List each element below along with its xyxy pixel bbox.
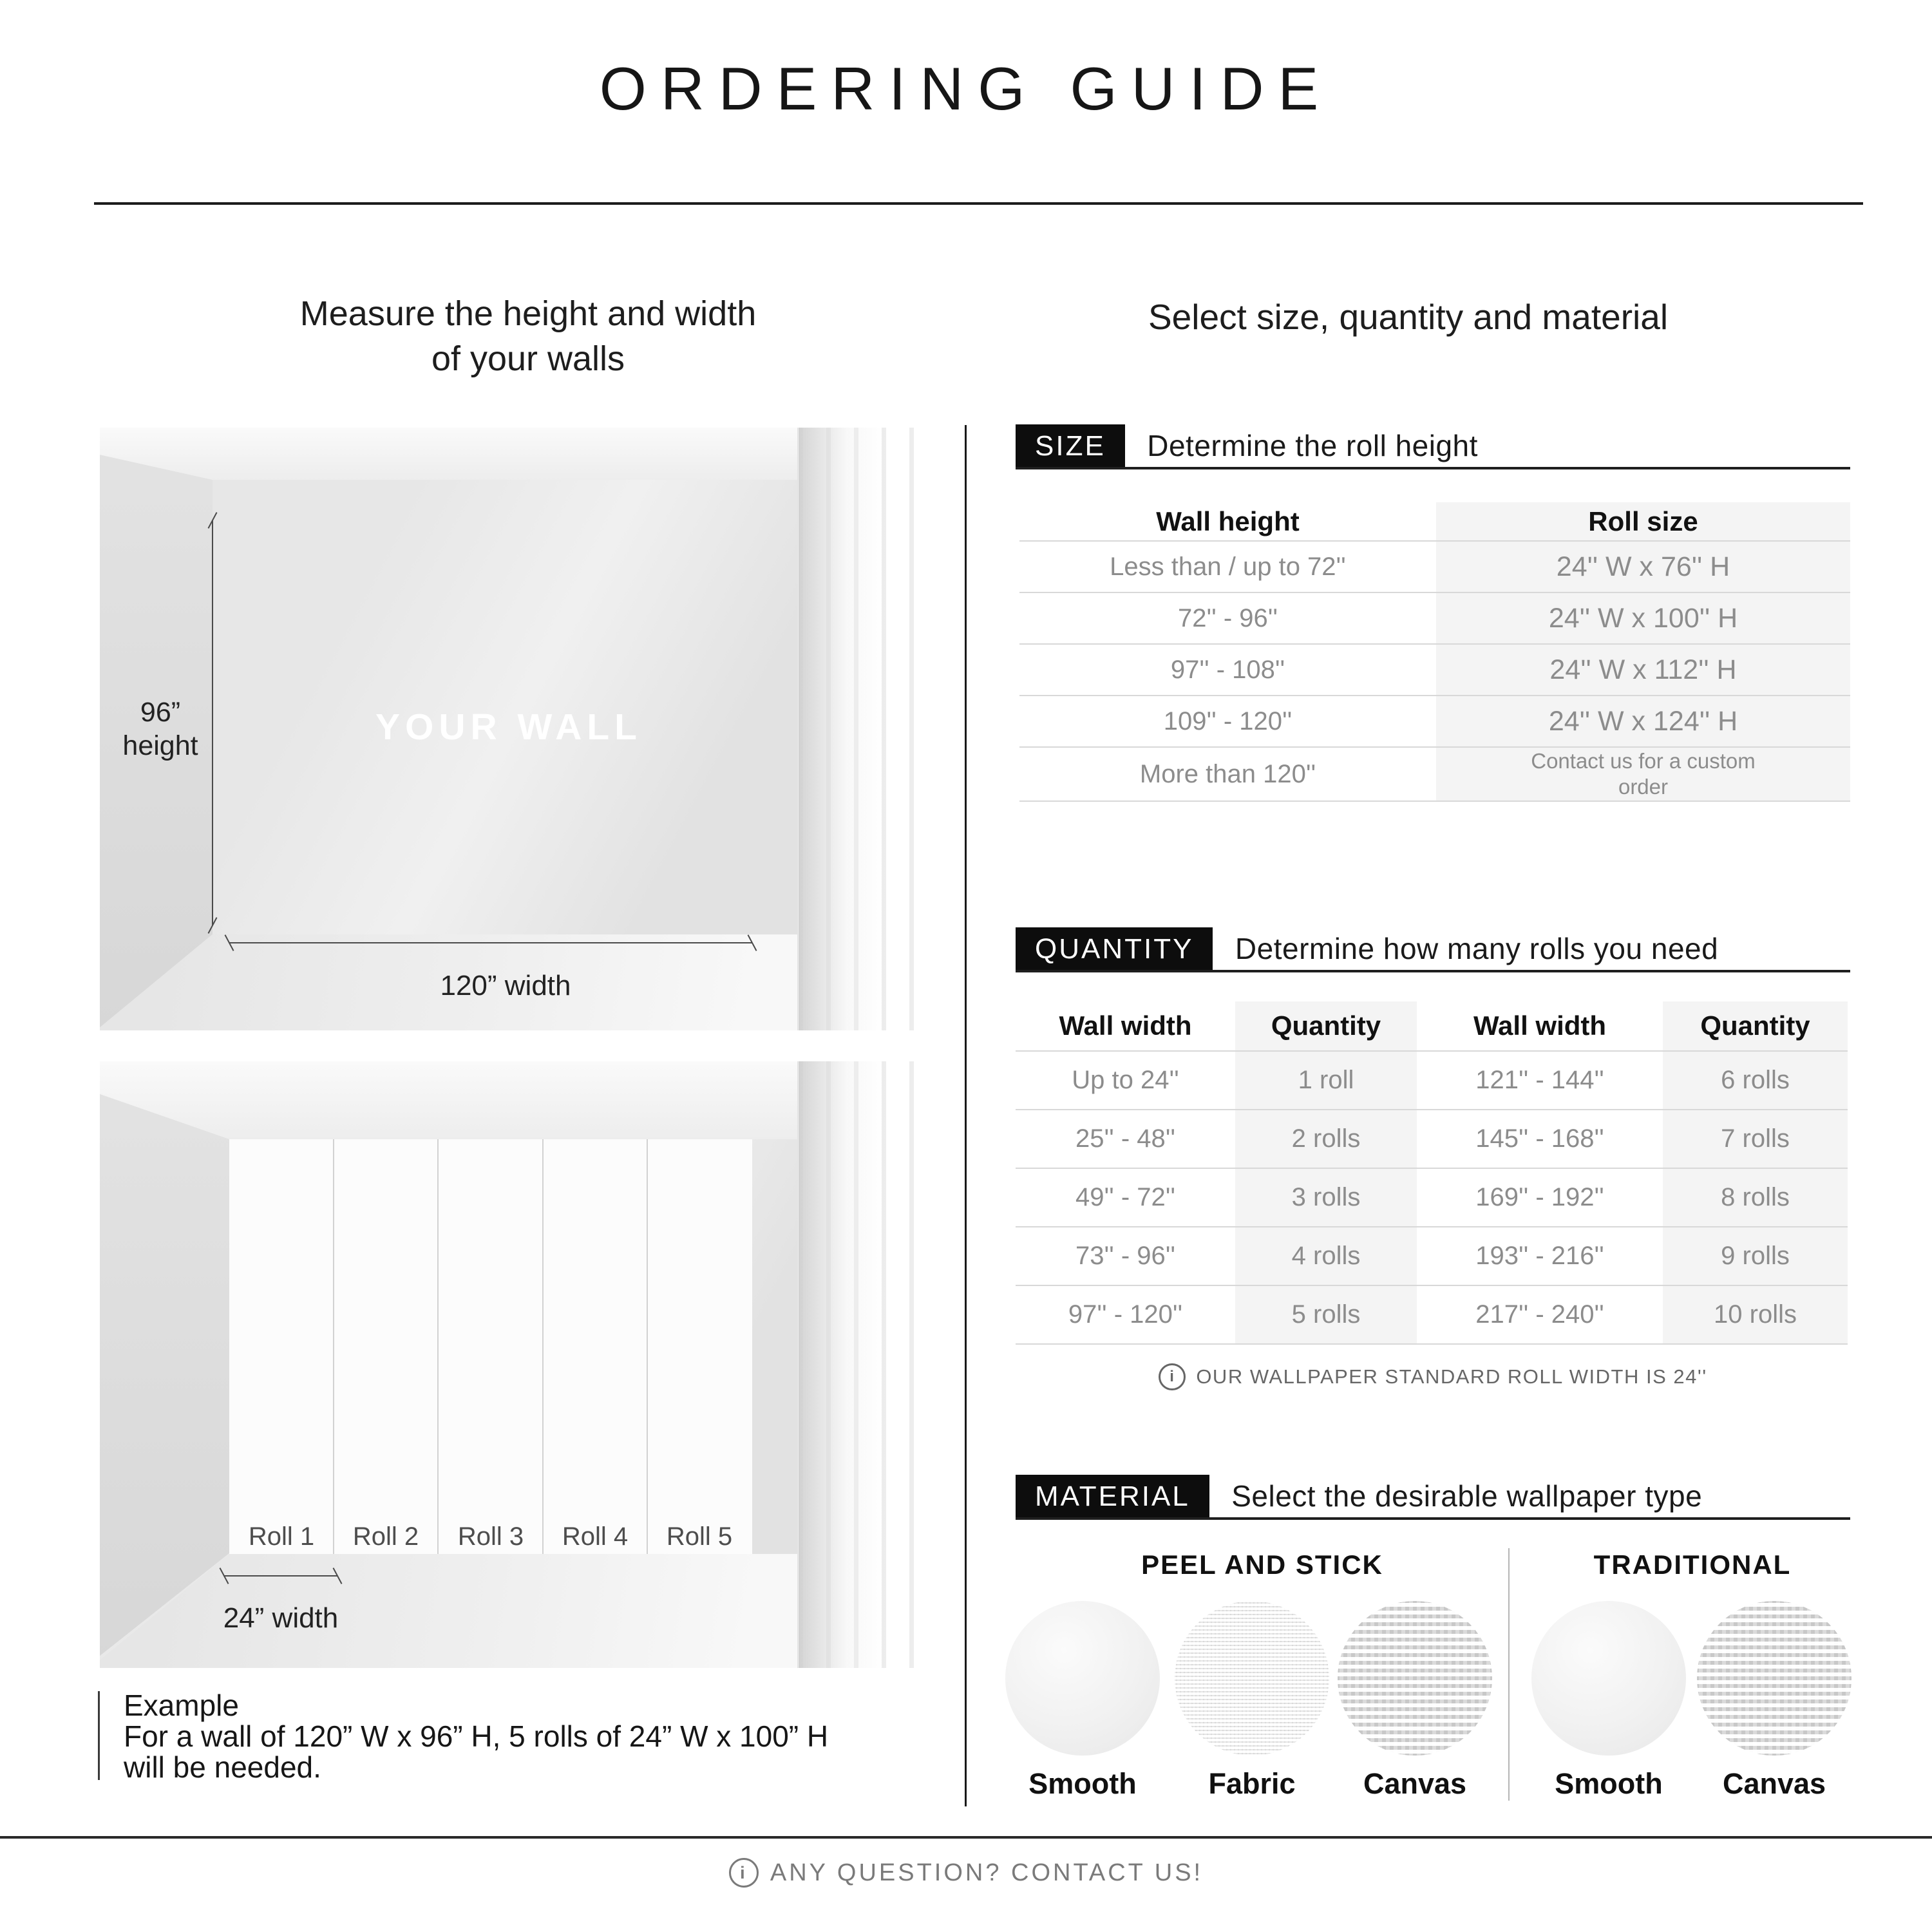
size-table: [1019, 502, 1850, 802]
roll-label-1: Roll 1: [248, 1522, 315, 1551]
roll-width-dimension-line: [224, 1575, 337, 1577]
col-header-wall-height: Wall height: [1019, 502, 1436, 541]
room-window: [797, 1061, 914, 1668]
wall-width-cell: 49'' - 72'': [1016, 1168, 1235, 1227]
size-section-header: [1016, 424, 1850, 469]
col-header-quantity: Quantity: [1663, 1001, 1848, 1051]
example-title: Example: [124, 1689, 239, 1722]
swatch-label-fabric: Fabric: [1208, 1767, 1296, 1800]
footer: [0, 1853, 1932, 1892]
roll-size-cell: 24'' W x 100'' H: [1436, 592, 1850, 644]
info-icon: [729, 1858, 759, 1888]
quantity-cell: 9 rolls: [1663, 1227, 1848, 1285]
panel-separator: [333, 1139, 334, 1554]
size-subtitle: Determine the roll height: [1147, 429, 1478, 462]
measure-heading-line1: Measure the height and width: [299, 294, 757, 333]
size-table-row: [1019, 696, 1850, 747]
col-header-wall-width: Wall width: [1016, 1001, 1235, 1051]
quantity-cell: 1 roll: [1235, 1051, 1417, 1110]
panel-separator: [437, 1139, 439, 1554]
roll-size-cell: [1436, 747, 1850, 801]
wall-height-cell: 109'' - 120'': [1019, 696, 1436, 747]
panel-separator: [542, 1139, 544, 1554]
room-window: [797, 428, 914, 1030]
swatch-label-smooth: Smooth: [1028, 1767, 1137, 1800]
footer-contact-text: ANY QUESTION? CONTACT US!: [770, 1859, 1204, 1886]
traditional-title: TRADITIONAL: [1593, 1549, 1792, 1580]
quantity-cell: 8 rolls: [1663, 1168, 1848, 1227]
material-section-header: [1016, 1475, 1850, 1520]
roll-width-note-text: OUR WALLPAPER STANDARD ROLL WIDTH IS 24'': [1196, 1365, 1707, 1388]
roll-size-cell: 24'' W x 112'' H: [1436, 644, 1850, 696]
wall-width-cell: 193'' - 216'': [1417, 1227, 1663, 1285]
roll-width-label: 24” width: [223, 1602, 339, 1634]
quantity-cell: 7 rolls: [1663, 1110, 1848, 1168]
measure-heading-line2: of your walls: [431, 339, 625, 378]
info-icon-glyph: i: [1170, 1368, 1175, 1385]
size-table-row: [1019, 541, 1850, 592]
roll-size-cell: 24'' W x 124'' H: [1436, 696, 1850, 747]
panel-separator: [647, 1139, 648, 1554]
wall-width-label: 120” width: [440, 970, 571, 1001]
swatch-peel-fabric: [1175, 1601, 1329, 1756]
room-illustration-rolls: [100, 1061, 914, 1668]
room-ceiling: [100, 428, 914, 480]
quantity-cell: 2 rolls: [1235, 1110, 1417, 1168]
swatch-traditional-canvas: [1697, 1601, 1852, 1756]
footer-divider: [0, 1836, 1932, 1839]
wall-height-label: [105, 696, 216, 762]
wall-height-cell: 72'' - 96'': [1019, 592, 1436, 644]
select-heading: Select size, quantity and material: [1148, 297, 1669, 337]
custom-order-text: Contact us for a custom order: [1531, 749, 1756, 799]
wall-width-cell: 25'' - 48'': [1016, 1110, 1235, 1168]
example-line2: will be needed.: [124, 1750, 321, 1784]
room-illustration-your-wall: [100, 428, 914, 1030]
quantity-table-header-row: [1016, 1001, 1848, 1051]
size-table-row: [1019, 592, 1850, 644]
quantity-table-row: [1016, 1227, 1848, 1285]
quantity-cell: 3 rolls: [1235, 1168, 1417, 1227]
swatch-label-smooth-traditional: Smooth: [1555, 1767, 1663, 1800]
material-subtitle: Select the desirable wallpaper type: [1231, 1479, 1703, 1513]
your-wall-label: YOUR WALL: [375, 706, 642, 748]
quantity-badge: QUANTITY: [1016, 927, 1213, 970]
material-badge: MATERIAL: [1016, 1475, 1209, 1517]
page-title: ORDERING GUIDE: [599, 55, 1333, 122]
wall-height-cell: Less than / up to 72'': [1019, 541, 1436, 592]
wall-height-cell: 97'' - 108'': [1019, 644, 1436, 696]
column-divider: [965, 425, 967, 1806]
example-block: [124, 1690, 828, 1783]
width-dimension-line: [229, 942, 752, 943]
wall-height-cell: More than 120'': [1019, 747, 1436, 801]
col-header-quantity: Quantity: [1235, 1001, 1417, 1051]
quantity-table-row: [1016, 1110, 1848, 1168]
wall-width-cell: 73'' - 96'': [1016, 1227, 1235, 1285]
size-table-row: [1019, 644, 1850, 696]
peel-and-stick-title: PEEL AND STICK: [1141, 1549, 1383, 1580]
quantity-table: [1016, 1001, 1848, 1345]
wall-width-cell: 121'' - 144'': [1417, 1051, 1663, 1110]
info-icon-glyph: i: [740, 1862, 748, 1882]
wall-width-cell: 145'' - 168'': [1417, 1110, 1663, 1168]
swatch-peel-smooth: [1005, 1601, 1160, 1756]
roll-label-3: Roll 3: [457, 1522, 524, 1551]
info-icon: [1159, 1363, 1186, 1390]
quantity-cell: 4 rolls: [1235, 1227, 1417, 1285]
roll-label-2: Roll 2: [352, 1522, 419, 1551]
swatch-peel-canvas: [1338, 1601, 1492, 1756]
wall-width-cell: 217'' - 240'': [1417, 1285, 1663, 1344]
room-ceiling: [100, 1061, 914, 1139]
measure-heading: [97, 291, 960, 381]
quantity-table-row: [1016, 1168, 1848, 1227]
quantity-section-header: [1016, 927, 1850, 972]
quantity-table-row: [1016, 1285, 1848, 1344]
wall-height-value: 96”: [140, 697, 181, 728]
header-divider: [94, 202, 1863, 205]
wall-width-cell: 169'' - 192'': [1417, 1168, 1663, 1227]
col-header-wall-width: Wall width: [1417, 1001, 1663, 1051]
roll-label-4: Roll 4: [562, 1522, 629, 1551]
swatch-label-canvas-traditional: Canvas: [1722, 1767, 1826, 1800]
quantity-cell: 6 rolls: [1663, 1051, 1848, 1110]
col-header-roll-size: Roll size: [1436, 502, 1850, 541]
example-accent-bar: [98, 1691, 100, 1780]
roll-size-cell: 24'' W x 76'' H: [1436, 541, 1850, 592]
wall-width-cell: Up to 24'': [1016, 1051, 1235, 1110]
quantity-cell: 5 rolls: [1235, 1285, 1417, 1344]
roll-width-note: [1016, 1359, 1850, 1395]
wall-width-cell: 97'' - 120'': [1016, 1285, 1235, 1344]
example-line1: For a wall of 120” W x 96” H, 5 rolls of 24” W x 100” H: [124, 1719, 829, 1753]
roll-label-5: Roll 5: [666, 1522, 733, 1551]
swatch-label-canvas: Canvas: [1363, 1767, 1467, 1800]
size-badge: SIZE: [1016, 424, 1125, 467]
quantity-cell: 10 rolls: [1663, 1285, 1848, 1344]
quantity-subtitle: Determine how many rolls you need: [1235, 932, 1719, 965]
wallpaper-panels: [229, 1139, 752, 1554]
wall-height-word: height: [122, 730, 198, 761]
material-group-divider: [1508, 1548, 1510, 1801]
size-table-header-row: [1019, 502, 1850, 541]
swatch-traditional-smooth: [1531, 1601, 1686, 1756]
quantity-table-row: [1016, 1051, 1848, 1110]
size-table-row: [1019, 747, 1850, 801]
